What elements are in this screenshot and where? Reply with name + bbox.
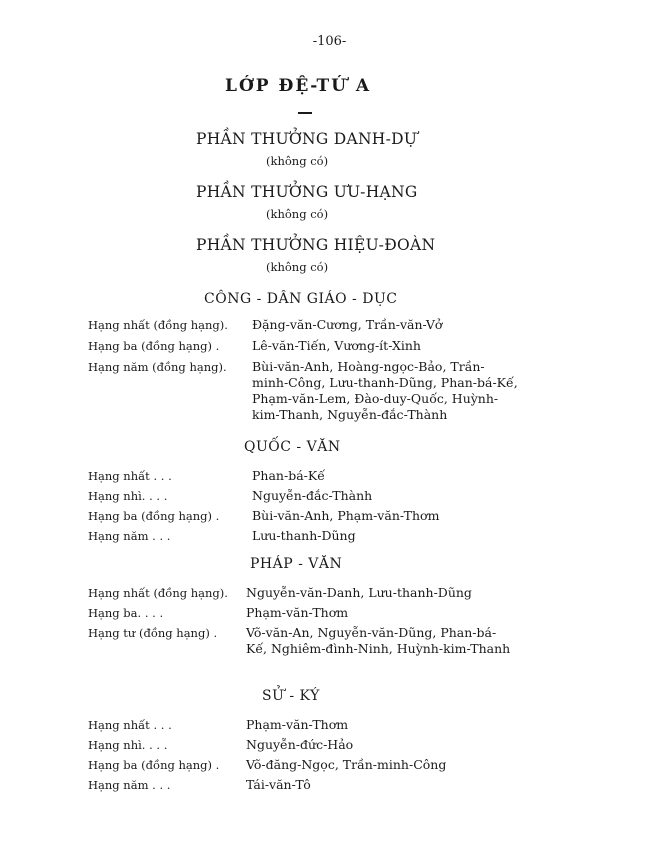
rank-label: Hạng nhì. . . .	[88, 738, 168, 752]
student-names: Phan-bá-Kế	[252, 468, 325, 483]
rank-label: Hạng nhất (đồng hạng).	[88, 318, 228, 332]
award-title: PHẦN THƯỞNG DANH-DỰ	[196, 130, 418, 148]
rank-label: Hạng năm . . .	[88, 778, 171, 792]
rank-label: Hạng nhất . . .	[88, 469, 172, 483]
award-note: (không có)	[266, 154, 329, 168]
title-underline	[298, 112, 312, 114]
rank-label: Hạng ba (đồng hạng) .	[88, 758, 220, 772]
subject-heading: CÔNG - DÂN GIÁO - DỤC	[204, 291, 398, 307]
rank-label: Hạng nhất (đồng hạng).	[88, 586, 228, 600]
award-note: (không có)	[266, 207, 329, 221]
student-names: Nguyễn-đắc-Thành	[252, 488, 373, 503]
student-names: Tái-văn-Tô	[246, 777, 311, 792]
subject-heading: PHÁP - VĂN	[250, 556, 343, 572]
student-names: Nguyễn-đức-Hảo	[246, 737, 354, 752]
rank-label: Hạng ba. . . .	[88, 606, 164, 620]
rank-label: Hạng tư (đồng hạng) .	[88, 626, 218, 640]
student-names: Phạm-văn-Thơm	[246, 717, 349, 732]
rank-label: Hạng ba (đồng hạng) .	[88, 509, 220, 523]
student-names: Bùi-văn-Anh, Phạm-văn-Thơm	[252, 508, 440, 523]
award-title: PHẦN THƯỞNG ƯU-HẠNG	[196, 183, 418, 201]
page-number: -106-	[312, 34, 347, 49]
student-names: Lưu-thanh-Dũng	[252, 528, 356, 543]
rank-label: Hạng ba (đồng hạng) .	[88, 339, 220, 353]
subject-heading: SỬ - KÝ	[262, 688, 320, 704]
student-names: Nguyễn-văn-Danh, Lưu-thanh-Dũng	[246, 585, 472, 600]
award-note: (không có)	[266, 260, 329, 274]
student-names: Lê-văn-Tiến, Vương-ít-Xinh	[252, 338, 421, 353]
class-title: LỚP ĐỆ-TỨ A	[225, 76, 372, 96]
student-names: Phạm-văn-Thơm	[246, 605, 349, 620]
subject-heading: QUỐC - VĂN	[244, 439, 341, 455]
rank-label: Hạng năm . . .	[88, 529, 171, 543]
rank-label: Hạng nhất . . .	[88, 718, 172, 732]
student-names: Võ-đăng-Ngọc, Trần-minh-Công	[246, 757, 447, 772]
student-names: Võ-văn-An, Nguyễn-văn-Dũng, Phan-bá-Kế, Nghiêm-đình-Ninh, Huỳnh-kim-Thanh	[246, 625, 511, 656]
award-title: PHẦN THƯỞNG HIỆU-ĐOÀN	[196, 236, 436, 254]
student-names: Đặng-văn-Cương, Trần-văn-Vở	[252, 317, 443, 332]
student-names: Bùi-văn-Anh, Hoàng-ngọc-Bảo, Trần-minh-Công, Lưu-thanh-Dũng, Phan-bá-Kế, Phạm-văn-Lem, Đào-duy-Quốc, Huỳnh-kim-Thanh, Nguyễn-đắc-Thành	[252, 359, 518, 422]
rank-label: Hạng năm (đồng hạng).	[88, 360, 227, 374]
rank-label: Hạng nhì. . . .	[88, 489, 168, 503]
